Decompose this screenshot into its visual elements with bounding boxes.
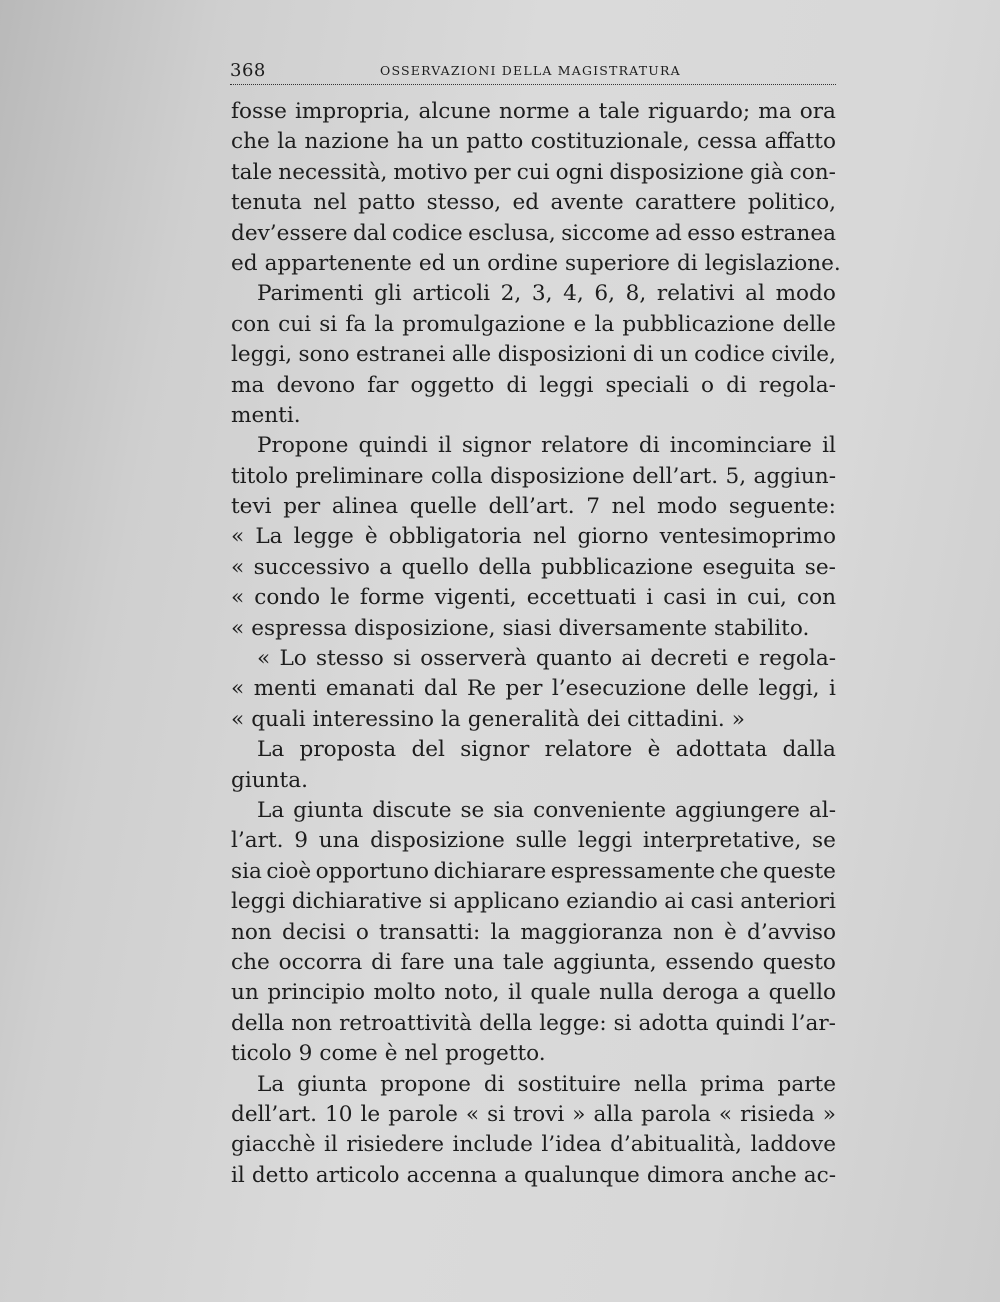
text-line: titolo preliminare colla disposizione dell’art. 5, aggiun- [231, 463, 836, 489]
text-line: sia cioè opportuno dichiarare espressamente che queste [231, 858, 836, 884]
text-line: « espressa disposizione, siasi diversamente stabilito. [231, 615, 810, 641]
text-line: menti. [231, 402, 301, 428]
page-number: 368 [230, 60, 266, 81]
running-head: OSSERVAZIONI DELLA MAGISTRATURA [380, 63, 681, 78]
text-line: che la nazione ha un patto costituzionale, cessa affatto [231, 129, 836, 155]
paragraph [231, 796, 836, 1070]
paragraph [231, 644, 836, 735]
paragraph [231, 735, 836, 796]
paragraph [231, 97, 841, 279]
text-line: leggi, sono estranei alle disposizioni di un codice civile, [231, 342, 836, 368]
text-line: « La legge è obbligatoria nel giorno ventesimoprimo [231, 524, 836, 550]
text-line: ed appartenente ed un ordine superiore di legislazione. [231, 250, 841, 276]
text-line: l’art. 9 una disposizione sulle leggi interpretative, se [231, 828, 836, 854]
text-line: La giunta propone di sostituire nella prima parte [257, 1071, 836, 1097]
text-line: « Lo stesso si osserverà quanto ai decreti e regola- [257, 646, 836, 672]
paragraph [231, 431, 836, 644]
body-text [231, 97, 841, 1191]
text-line: La proposta del signor relatore è adottata dalla [257, 737, 836, 763]
text-line: un principio molto noto, il quale nulla deroga a quello [231, 980, 836, 1006]
text-line: con cui si fa la promulgazione e la pubblicazione delle [231, 311, 836, 337]
text-line: della non retroattività della legge: si adotta quindi l’ar- [231, 1010, 836, 1036]
text-line: tenuta nel patto stesso, ed avente carattere politico, [231, 190, 836, 216]
paragraph [231, 1070, 836, 1192]
text-line: tale necessità, motivo per cui ogni disposizione già con- [231, 159, 836, 185]
text-line: tevi per alinea quelle dell’art. 7 nel modo seguente: [231, 494, 836, 520]
text-line: il detto articolo accenna a qualunque dimora anche ac- [231, 1162, 837, 1188]
text-line: dev’essere dal codice esclusa, siccome ad esso estranea [231, 220, 836, 246]
text-line: dell’art. 10 le parole « si trovi » alla parola « risieda » [231, 1101, 836, 1127]
text-line: « quali interessino la generalità dei cittadini. » [231, 706, 746, 732]
text-line: Parimenti gli articoli 2, 3, 4, 6, 8, relativi al modo [257, 281, 836, 307]
text-line: « condo le forme vigenti, eccettuati i casi in cui, con [231, 585, 836, 611]
page-header [230, 58, 836, 85]
text-line: « menti emanati dal Re per l’esecuzione delle leggi, i [231, 676, 836, 702]
text-line: ma devono far oggetto di leggi speciali o di regola- [231, 372, 836, 398]
text-line: non decisi o transatti: la maggioranza non è d’avviso [231, 919, 836, 945]
text-line: La giunta discute se sia conveniente aggiungere al- [257, 797, 836, 823]
text-line: ticolo 9 come è nel progetto. [231, 1041, 546, 1067]
text-line: Propone quindi il signor relatore di incominciare il [257, 433, 836, 459]
text-line: giunta. [231, 767, 308, 793]
text-line: fosse impropria, alcune norme a tale riguardo; ma ora [231, 99, 836, 124]
paragraph [231, 279, 836, 431]
text-line: « successivo a quello della pubblicazione eseguita se- [231, 554, 836, 580]
text-line: che occorra di fare una tale aggiunta, essendo questo [231, 949, 836, 975]
text-line: giacchè il risiedere include l’idea d’abitualità, laddove [231, 1132, 836, 1158]
text-line: leggi dichiarative si applicano eziandio ai casi anteriori [231, 889, 836, 915]
